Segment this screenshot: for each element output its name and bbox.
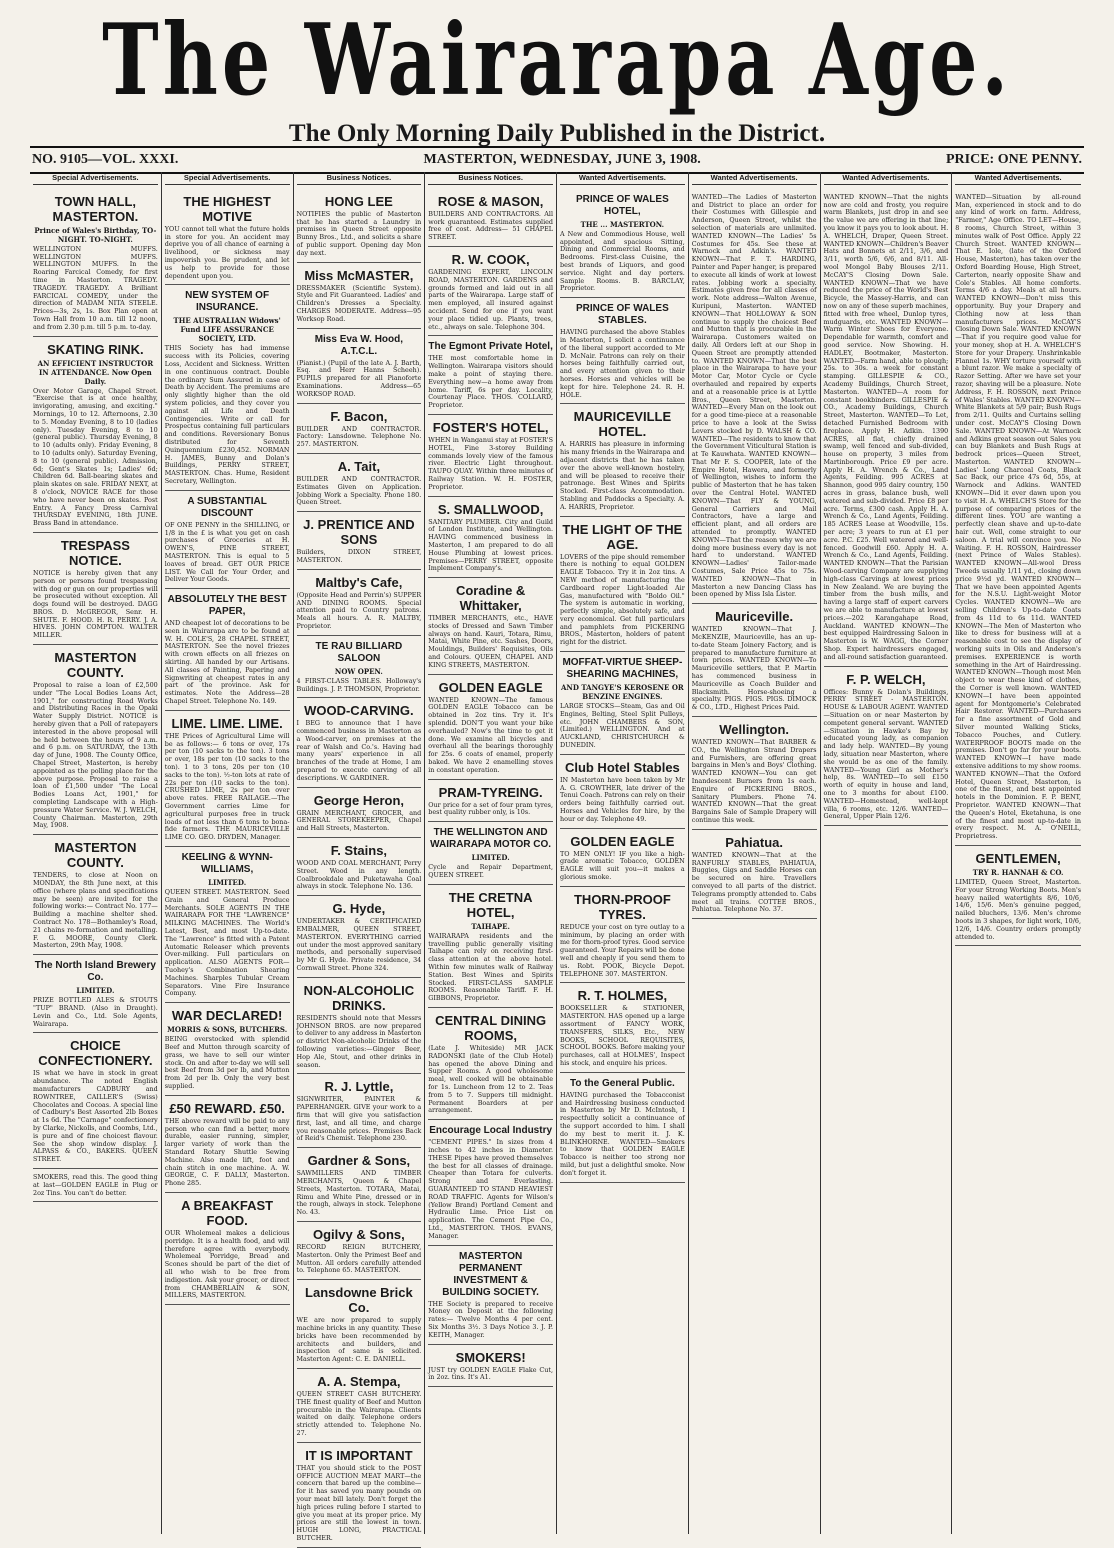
advertisement — [33, 1169, 158, 1202]
ad-body: Offices: Bunny & Dolan's Buildings, PERRY STREET - MASTERTON. HOUSE & LABOUR AGENT. WANTED—Situation on or near Masterton by competent general servant. WANTED—Situation in Hawke's Bay by educated young lady, as companion and lady help. WANTED—By young lady, situation near Masterton, where she would be as one of the family. WANTED—Young Girl as Mother's help, 8s. WANTED—To sell £150 worth of equity in house and land, one to 3 months for about £100. WANTED—Homestead, well-kept villa, 6 rooms, etc. 12/6. WANTED—General, Upper Plain 12/6. — [823, 687, 949, 821]
advertisement — [428, 336, 553, 415]
ad-title: THE CRETNA HOTEL, — [448, 889, 533, 920]
ad-title: TOWN HALL, MASTERTON. — [52, 193, 139, 224]
ad-title: The Egmont Private Hotel, — [428, 341, 553, 353]
advertisement — [165, 285, 290, 490]
ad-body: Our price for a set of four pram tyres, best quality rubber only, is 10s. — [428, 800, 553, 817]
ad-title: SMOKERS! — [455, 1349, 526, 1365]
ad-body: I BEG to announce that I have commenced business in Masterton as a Wood-carver, on premises at the rear of Walsh and Co.'s. Having had many years' experience in all branches of the trade at Home, I am prepared to execute carving of all descriptions. W. GARDINER. — [296, 719, 422, 782]
column-7 — [821, 172, 953, 1534]
ad-title: A BREAKFAST FOOD. — [181, 1197, 274, 1228]
ad-body: NOTICE is hereby given that any person or persons found trespassing with dog or gun on our properties will be prosecuted without exception. All dogs found will be destroyed. DAGG BROS. D. McGREGOR, Senr. H. SHUTE. F. HOOD. H. R. PERRY. J. A. HIVES. JOHN COMPTON. WALTER MILLER. — [33, 568, 158, 640]
ad-subtitle: THE AUSTRALIAN Widows' Fund LIFE ASSURANCE SOCIETY, LTD. — [173, 316, 281, 344]
advertisement — [297, 454, 422, 512]
ad-body: (Pianist.) (Pupil of the late A. J. Barth, Esq. and Herr Hanns Scheeh). PUPILS prepared for all Pianoforte Examinations. Address—65 WORKSOP ROAD. — [296, 358, 422, 398]
ad-title: Miss Eva W. Hood, A.T.C.L. — [314, 333, 404, 357]
ad-body: QUEEN STREET. MASTERTON. Seed Grain and General Produce Merchants. SOLE AGENTS IN THE WAIRARAPA FOR THE "LAWRENCE" MILKING MACHINES. The World's Latest, Best, and most Up-to-date. The "Lawrence" is fitted with a Patent Automatic Releaser which prevents Over-milking. Full particulars on application. ALSO AGENTS FOR— Tuohey's Combination Shearing Machines. Sharples Tubular Cream Separators. Vine Fire Insurance Company. — [164, 888, 290, 998]
ad-subtitle: MORRIS & SONS, BUTCHERS. — [167, 1025, 288, 1035]
advertisement — [560, 983, 685, 1072]
ad-body: QUEEN STREET CASH BUTCHERY. THE finest quality of Beef and Mutton procurable in the Wairarapa. Clients waited on daily. Telephone orders strictly attended to. Telephone No. 27. — [296, 1389, 422, 1437]
ad-body: TIMBER MERCHANTS, etc., HAVE stocks of Dressed and Sawn Timber always on hand. Kauri, Totara, Rimu, Matai, White Pine, etc. Sashes, Doors, Mouldings, Builders' Requisites, Oils and Colours. QUEEN, CHAPEL AND KING STREETS, MASTERTON. — [428, 614, 553, 669]
ad-subtitle: NOW OPEN. — [334, 666, 383, 676]
advertisement — [560, 517, 685, 653]
advertisement — [165, 589, 290, 711]
ad-body: JUST try GOLDEN EAGLE Flake Cut, in 2oz. tins. It's A1. — [428, 1365, 553, 1382]
advertisement — [560, 887, 685, 984]
column-header: Wanted Advertisements. — [692, 172, 817, 185]
price: PRICE: ONE PENNY. — [946, 152, 1082, 167]
ad-title: THORN-PROOF TYRES. — [573, 891, 671, 922]
ad-body: REDUCE your cost on tyre outlay to a minimum, by placing an order with me for thorn-proof tyres. Good service guaranteed. Your Repairs will be done well and cheaply if you send them to us. Robt. POOK, Bicycle Depot. TELEPHONE 307. MASTERTON. — [560, 922, 685, 978]
advertisement — [165, 1193, 290, 1305]
advertisement — [297, 788, 422, 838]
ad-body: WANTED—Situation by all-round Man, experienced in stock and to do any kind of work on farm. Address, "Farmer," Age Office. TO LET—House, 8 rooms, Church Street, within 3 minutes walk of Post Office. Apply 22 Church Street. WANTED KNOWN—That E. Iole, (late of the Oxford House, Masterton), has taken over the Oxford Boarding House, High Street, Carterton, nearly opposite Shaw and Cole's Stables. All home comforts. Terms 4/6 a day. Meals at all hours. WANTED KNOWN—Don't miss this opportunity. Buy your Drapery and Clothing now at less than manufacturers prices. McCAY'S Closing Down Sale. WANTED KNOWN—That if you require good value for your money, shop at H. A. WHELCH'S Store for your Drapery. Unshrinkable Flannel 1s. WHY torture yourself with a blunt razor. We make a specialty of Razor Setting. After we have set your razor, shaving will be a pleasure. Note Address, F. H. ROSSON, next Prince of Wales' Stables. WANTED KNOWN—White Blankets at 5/9 pair; Bush Rugs from 2/11. Quilts and Curtains selling under cost. McCAY'S Closing Down Sale. WANTED KNOWN—At Warnock and Adkins great season out Sales you can buy Blankets and Bush Rugs at bedrock prices—Queen Street, Masterton. WANTED KNOWN—Ladies' Long Charcoal Coats, Black Sac Back, our price 47s 6d, 55s, at Warnock and Adkins. WANTED KNOWN—Did it ever dawn upon you to visit H. A. WHELCH'S Store for the purpose of comparing prices of the different lines. YOU are wanting a perfectly clean shave and up-to-date hair cut. Well, come straight to our saloon. A trial will convince you. No Waiting. F. H. ROSSON, Hairdresser (next Prince of Wales Stables). WANTED KNOWN—All-wool Dress Tweeds usually 1/11 yd., closing down price 9½d yd. WANTED KNOWN—That we have been appointed Agents for the N.S.U. Light-weight Motor Cycles. WANTED KNOWN—We are selling Children's Up-to-date Coats from 4s 11d to 6s 11d. WANTED KNOWN—The Men of Masterton who like to dress for business will at a reasonable cost to see the display of working suits in Oils and Anderson's premises. EXPERIENCE is worth something in the Art of Hairdressing. WANTED KNOWN—Though most Men object to wear these kind of clothes, the Corner is well known. WANTED KNOWN—I have been appointed agent for Montgomerie's Celebrated Hair Restorer. WANTED—Purchasers for a fine assortment of Gold and Silver mounted Walking Sticks, Tobacco Pouches, and Cutlery. WATERPROOF BOOTS made on the premises. Don't go far for your boots. WANTED KNOWN—I have made extensive additions to my show rooms. WANTED KNOWN—That the Oxford Hotel, Queen Street, Masterton, is one of the finest, and best appointed hotels in the Dominion. F. P. BENT, Proprietor. WANTED KNOWN—That the Queen's Hotel, Eketahuna, is one of the finest and most up-to-date in every respect. M. A. O'NEILL, Proprietress. — [955, 192, 1081, 841]
ad-title: LIME. LIME. LIME. — [171, 715, 283, 731]
advertisement — [33, 337, 158, 533]
ad-title: MASTERTON COUNTY. — [54, 840, 137, 871]
ad-subtitle: Prince of Wales's Birthday, TO-NIGHT. TO-NIGHT. — [34, 225, 157, 244]
advertisement — [33, 955, 158, 1033]
ad-body: THE Prices of Agricultural Lime will be as follows:— 6 tons or over, 17s per ton (10 sacks to the ton). 3 tons or over, 18s per ton (10 sacks to the ton). 1 to 3 tons, 20s per ton (10 sacks to the ton). ½-ton lots at rate of 22s per ton (10 sacks to the ton). CRUSHED LIME, 2s per ton over above rates. FREE RAILAGE.—The Government carries Lime for agricultural purposes free in truck loads of not less than 6 tons to bona-fide farmers. THE MAURICEVILLE LIME CO. GEO. DRYDEN, Manager. — [164, 731, 290, 842]
column-1 — [30, 172, 162, 1534]
advertisement — [297, 1222, 422, 1280]
advertisement — [428, 780, 553, 823]
ad-title: A. A. Stempa, — [317, 1373, 401, 1389]
column-4 — [425, 172, 557, 1534]
ad-body: YOU cannot tell what the future holds in store for you. An accident may deprive you of all chance of earning a livelihood, or sickness may impoverish you. Be prudent, and let us help to provide for those dependent upon you. — [164, 224, 290, 280]
ad-title: WAR DECLARED! — [171, 1008, 283, 1024]
ad-title: Miss McMASTER, — [304, 267, 414, 283]
ad-title: Mauriceville. — [715, 609, 794, 625]
advertisement — [560, 755, 685, 829]
ad-subtitle: AND TANGYE'S KEROSENE OR BENZINE ENGINES. — [561, 683, 684, 702]
ad-body: UNDERTAKER & CERTIFICATED EMBALMER, QUEEN STREET, MASTERTON. EVERYTHING carried out under the most approved sanitary methods, and personally supervised by Mr G. Hyde. Private residence, 34 Cornwall Street. Phone 324. — [296, 917, 422, 973]
ad-subtitle: TAIHAPE. — [471, 921, 510, 931]
ad-body: NOTIFIES the public of Masterton that he has started a Laundry in premises in Queen Street opposite Bunny Bros., Ltd., and solicits a share of public support. Opening day Mon day next. — [296, 209, 422, 257]
ad-body: SANITARY PLUMBER. City and Guild of London Institute, and Wellington. HAVING commenced business in Masterton, I am prepared to do all House Plumbing at lowest prices. Premises—PERRY STREET, opposite Implement Company's. — [428, 517, 553, 573]
ad-body: IN Masterton have been taken by Mr A. G. CROWTHER, late driver of the Tenui Coach. Patrons can rely on their orders being faithfully carried out. Horses and Vehicles for hire, by the hour or day. Telephone 49. — [560, 775, 685, 823]
ad-body: WANTED KNOWN—That at the RANFURLY STABLES, PAHIATUA, Buggies, Gigs and Saddle Horses can be secured on hire. Travellers conveyed to all parts of the district. Telegrams promptly attended to. Cabs meet all trains. COTTEE BROS., Pahiatua. Telephone No. 37. — [691, 850, 817, 914]
ad-title: IT IS IMPORTANT — [305, 1447, 413, 1463]
ad-subtitle: AN EFFICIENT INSTRUCTOR IN ATTENDANCE. Now Open Daily. — [37, 358, 154, 386]
ad-title: SKATING RINK. — [47, 341, 144, 357]
ad-subtitle: LIMITED. — [76, 986, 115, 996]
dateline — [30, 146, 1084, 174]
advertisement — [297, 636, 422, 699]
ad-body: Builders, DIXON STREET, MASTERTON. — [296, 548, 422, 564]
advertisement — [297, 1369, 422, 1443]
ad-title: TRESPASS NOTICE. — [60, 537, 130, 568]
ad-body: (Late J. Whiteside) MR JACK RADONSKI (late of the Club Hotel) has opened the above Dining and Supper Rooms. A good wholesome meal, well cooked will be obtainable for 1s. Luncheon from 12 to 2. Teas from 5 to 7. Suppers till midnight. Permanent Boarders at per arrangement. — [428, 1044, 553, 1115]
ad-title: S. SMALLWOOD, — [437, 501, 544, 517]
ad-title: MASTERTON PERMANENT INVESTMENT & BUILDING SOCIETY. — [442, 1250, 539, 1298]
ad-body: BUILDER AND CONTRACTOR. Estimates Given on Application. Jobbing Work a Specialty. Phone 180. Queen Street. — [296, 474, 422, 507]
advertisement — [428, 1008, 553, 1120]
ad-body: THE above reward will be paid to any person who can find a better, more durable, easier running, simpler, larger variety of work than the Standard Rotary Shuttle Sewing Machine. Also made lift, foot and chain stitch in one machine. A. W. GEORGE, C. F. DALLY, Masterton. Phone 285. — [164, 1116, 290, 1188]
advertisement — [428, 1120, 553, 1245]
column-3 — [294, 172, 426, 1542]
column-2 — [162, 172, 294, 1534]
column-header: Business Notices. — [297, 172, 422, 185]
ad-body: WHEN in Wanganui stay at FOSTER'S HOTEL, Fine 3-storey Building commands lovely view of the famous river. Electric Light throughout. TAUPO QUAY. Within three minutes of Railway Station. W. H. FOSTER, Proprietor. — [428, 435, 553, 491]
ad-title: MOFFAT-VIRTUE SHEEP-SHEARING MACHINES, — [562, 657, 683, 681]
ad-title: GENTLEMEN, — [975, 850, 1061, 866]
ad-body: SIGNWRITER, PAINTER & PAPERHANGER. GIVE your work to a firm that will give you satisfaction first, last, and all time, and charge you reasonable prices. Premises Back of Reid's Chemist. Telephone 230. — [296, 1095, 422, 1143]
ad-title: NON-ALCOHOLIC DRINKS. — [303, 982, 415, 1013]
ad-body: BOOKSELLER & STATIONER, MASTERTON. HAS opened up a large assortment of FANCY WORK, TRANSFERS, SILKS, Etc., NEW BOOKS, SCHOOL REQUISITES, SCHOOL BOOKS. Before making your purchases, call at HOLMES', Inspect his stock, and enquire his prices. — [560, 1004, 685, 1067]
advertisement — [428, 415, 553, 497]
ad-body: LARGE STOCKS—Steam, Gas and Oil Engines, Belting, Steel Split Pulleys, etc. JOHN CHAMBERS & SON, (Limited.) WELLINGTON. And at AUCKLAND, CHRISTCHURCH & DUNEDIN. — [560, 702, 685, 750]
ad-body: A. HARRIS has pleasure in informing his many friends in the Wairarapa and adjacent districts that he has taken over the above well-known hostelry, and will be pleased to receive their patronage. Best Wines and Spirits Stocked. First-class Accommodation. Stabling and Paddocks a Specialty. A. A. HARRIS, Proprietor. — [560, 440, 685, 511]
ad-body: LIMITED, Queen Street, Masterton. For your Strong Working Boots. Men's heavy nailed watertights 8/6, 10/6, 14/6, 15/6. Men's genuine pegged, nailed bluchers, 13/6. Men's chrome boots in 3 shapes, for light work, 10/6, 12/6, 14/6. Country orders promptly attended to. — [955, 877, 1081, 941]
advertisement — [297, 189, 422, 263]
ad-body: THAT you should stick to the POST OFFICE AUCTION MEAT MART—the concern that bared up the combine—for it has saved you many pounds on your meat bill lately. Don't forget the high prices ruling before I started to give you meat at its proper price. My prices are still the lowest in town. HUGH LONG, PRACTICAL BUTCHER. — [296, 1463, 422, 1542]
ad-body: LOVERS of the pipe should remember there is nothing to equal GOLDEN EAGLE Tobacco. Try it in 2oz tins. A NEW method of manufacturing the Cardboard roper Light-loaded Air Gas, manufactured with "Boldo Oil." The system is automatic in working, perfectly simple, absolutely safe, and very economical. Get full particulars and pamphlets from PICKERING BROS., Masterton, holders of patent right for the district. — [560, 552, 685, 647]
advertisement — [560, 404, 685, 516]
ad-body: SAWMILLERS AND TIMBER MERCHANTS, Queen & Chapel Streets, Masterton. TOTARA, Matai, Rimu and White Pine, dressed or in the rough, always in stock. Telephone No. 43. — [296, 1169, 422, 1217]
advertisement — [297, 978, 422, 1075]
ad-body: DRESSMAKER (Scientific System). Style and Fit Guaranteed. Ladies' and Children's Dresses a Specialty. CHARGES MODERATE. Address—95 Worksop Road. — [296, 283, 422, 323]
ad-body: (Opposite Head and Perrin's) SUPPER AND DINING ROOMS. Special attention paid to Country patrons. Meals all hours. A. R. MALTBY, Proprietor. — [296, 590, 422, 630]
column-8 — [952, 172, 1084, 1534]
masthead-tagline: The Only Morning Daily Published in the District. — [288, 120, 826, 147]
ad-body: RESIDENTS should note that Messrs JOHNSON BROS. are now prepared to deliver to any address in Masterton or district Non-alcoholic Drinks of the following varieties:—Ginger Beer, Hop Ale, Stout, and other drinks in season. — [296, 1013, 422, 1069]
ad-body: OF ONE PENNY in the SHILLING, or 1/8 in the £ is what you get on cash purchases of Groceries at H. OWEN'S, PINE STREET, MASTERTON. This is equal to 5 loaves of bread. GET OUR PRICE LIST. We Call for Your Order, and Deliver Your Goods. — [164, 520, 290, 584]
advertisement — [824, 189, 949, 667]
advertisement — [692, 830, 817, 919]
ad-title: Encourage Local Industry — [429, 1125, 553, 1137]
ad-title: THE HIGHEST MOTIVE — [183, 193, 271, 224]
advertisement — [33, 189, 158, 337]
advertisement — [692, 189, 817, 604]
ad-body: TO MEN ONLY! IF you like a high-grade aromatic Tobacco, GOLDEN EAGLE will suit you—it makes a glorious smoke. — [560, 849, 685, 882]
ad-title: To the General Public. — [569, 1077, 675, 1089]
ad-title: G. Hyde, — [332, 901, 386, 917]
ad-body: BUILDERS AND CONTRACTORS. All work guaranteed. Estimates supplied free of cost. Address— 51 CHAPEL STREET. — [428, 209, 553, 242]
ad-body: A New and Commodious House, well appointed, and spacious Sitting, Dining and Commercial Rooms, and Bedrooms. First-class Cuisine, the best brands of Liquors, and good service. Night and day porters. Sample Rooms. B. BARCLAY, Proprietor. — [560, 229, 685, 293]
ad-body: "CEMENT PIPES." In sizes from 4 inches to 42 inches in Diameter. THESE Pipes have proved themselves the best for all classes of drainage. Cheaper than Totara for culverts. Strong and Everlasting. GUARANTEED TO STAND HEAVIEST ROAD TRAFFIC. Agents for Wilson's (Yellow Brand) Portland Cement and Hydraulic Lime. Price List on application. The Cement Pipe Co., Ltd., MASTERTON. THOS. EVANS, Manager. — [428, 1138, 553, 1240]
ad-body: THE Society is prepared to receive Money on Deposit at the following rates:— Twelve Months 4 per cent. Six Months 3½. 3 Days Notice 3. J. P. KEITH, Manager. — [428, 1299, 553, 1339]
ad-body: SMOKERS, read this. The good thing at last—GOLDEN EAGLE in Plug or 2oz Tins. You can't do better. — [33, 1172, 158, 1197]
ad-title: THE LIGHT OF THE AGE. — [562, 521, 683, 552]
column-5 — [557, 172, 689, 1534]
place-date: MASTERTON, WEDNESDAY, JUNE 3, 1908. — [423, 152, 701, 167]
ad-title: Lansdowne Brick Co. — [305, 1285, 413, 1316]
advertisement — [165, 847, 290, 1003]
ad-title: Gardner & Sons, — [307, 1153, 411, 1169]
ad-title: CENTRAL DINING ROOMS, — [435, 1013, 547, 1043]
ad-title: GOLDEN EAGLE — [570, 833, 675, 849]
advertisement — [560, 189, 685, 298]
ad-title: Ogilvy & Sons, — [313, 1226, 405, 1242]
advertisement — [33, 835, 158, 955]
advertisement — [297, 698, 422, 787]
advertisement — [560, 1073, 685, 1183]
ad-title: WOOD-CARVING. — [304, 703, 414, 719]
ad-title: Maltby's Cafe, — [315, 574, 403, 590]
advertisement — [297, 838, 422, 896]
advertisement — [33, 645, 158, 835]
ad-title: Coradine & Whittaker, — [455, 583, 526, 614]
ad-title: F. P. WELCH, — [846, 671, 926, 687]
ad-body: WELLINGTON MUFFS. WELLINGTON MUFFS. WELLINGTON MUFFS. In the Roaring Farcical Comedy, for first time in Masterton. TRAGEDY. TRAGEDY. TRAGEDY. A Brilliant FARCICAL COMEDY, under the direction of MADAM NITA STEELE. Prices—3s, 2s, 1s. Box Plan open at Town Hall from 10 a.m. till 12 noon, and from 2.30 p.m. till 5 p.m. to-day. — [33, 244, 158, 331]
ad-body: GRAIN MERCHANT, GROCER, and GENERAL STOREKEEPER, Chapel and Hall Streets, Masterton. — [296, 808, 422, 833]
ad-title: F. Bacon, — [330, 408, 388, 424]
advertisement — [955, 846, 1081, 946]
advertisement — [33, 533, 158, 645]
ad-body: Cycle and Repair Department, QUEEN STREET. — [428, 863, 553, 880]
advertisement — [165, 711, 290, 847]
ad-title: Wellington. — [719, 722, 790, 737]
ad-title: THE WELLINGTON AND WAIRARAPA MOTOR CO. — [430, 827, 552, 851]
masthead-title: The Wairarapa Age. — [102, 1, 1012, 118]
ad-title: NEW SYSTEM OF INSURANCE. — [185, 290, 270, 314]
advertisement — [428, 885, 553, 1008]
ad-body: WANTED KNOWN—That J. McKENZIE, Mauriceville, has an up-to-date Steam Joinery Factory, and is prepared to manufacture furniture at town prices. WANTED KNOWN—To Mauriceville settlers, that P. Martin has commenced business in Mauriceville as Coach Builder and Blacksmith. Horse-shoeing a specialty. PIGS. PIGS. PIGS. DIMOCK & CO., LTD., Highest Prices Paid. — [691, 625, 817, 712]
ad-title: PRAM-TYREING. — [438, 784, 543, 800]
ad-body: WOOD AND COAL MERCHANT, Perry Street. Wood in any length. Coalbrookdale and Puketawaha Coal always in stock. Telephone No. 136. — [296, 859, 422, 891]
advertisement — [165, 1003, 290, 1096]
advertisement — [297, 512, 422, 570]
ad-body: OUR Wholemeal makes a delicious porridge. It is a health food, and will therefore agree with everybody. Wholemeal Porridge, Bread and Scones should be part of the diet of all who wish to be free from indigestion. Ask your grocer, or direct from CHAMBERLAIN & SON, MILLERS, MASTERTON. — [164, 1228, 290, 1300]
ad-body: RECORD REIGN BUTCHERY, Masterton. Only the Primest Beef and Mutton. All orders carefully attended to. Telephone 65. MASTERTON. — [296, 1242, 422, 1275]
advertisement — [297, 1148, 422, 1222]
ad-title: GOLDEN EAGLE — [438, 679, 543, 695]
advertisement — [955, 189, 1081, 846]
column-header: Wanted Advertisements. — [824, 172, 949, 185]
ad-title: F. Stains, — [330, 843, 388, 859]
ad-body: Over Motor Garage, Chapel Street. "Exercise that is at once healthy, invigorating, amusing, and exciting." Mornings, 10 to 12. Afternoons, 2.30 to 5. Monday Evening, 8 to 10 (ladies only). Tuesday Evening, 8 to 10 (general public). Thursday Evening, 8 to 10 (adults only). Friday Evening, 8 to 10 (adults only). Saturday Evening, 8 to 10 (general public). Admission, 6d; Gent's Skates 1s; Ladies' 6d; Children 6d. Ball-bearing skates and plain skates on sale. FRIDAY NEXT, at 8 o'clock, NOVICE RACE for those who have never been on skates. Post Entry. A Fancy Dress Carnival THURSDAY EVENING, 18th JUNE. Brass Band in attendance. — [33, 386, 158, 528]
column-header: Special Advertisements. — [33, 172, 158, 185]
ad-title: Pahiatua. — [725, 834, 784, 850]
ad-title: George Heron, — [313, 792, 405, 808]
ad-body: WE are now prepared to supply machine bricks in any quantity. These bricks have been recommended by architects and builders, and inspection of same is solicited. Masterton Agent: C. E. DANIELL. — [296, 1316, 422, 1364]
column-header: Business Notices. — [428, 172, 553, 185]
ad-title: PRINCE OF WALES HOTEL, — [575, 193, 669, 217]
advertisement — [560, 652, 685, 755]
advertisement — [165, 491, 290, 589]
advertisement — [428, 497, 553, 579]
column-6 — [689, 172, 821, 1534]
ad-body: WANTED KNOWN—That the nights now are cold and frosty, you require warm Blankets, just drop in and see the value we are offering in that line; you know it pays you to look about. H. A. WHELCH, Draper, Queen Street. WANTED KNOWN—Children's Beaver Hats and Bonnets at 2/11, 3/6, and 3/11, worth 5/6, 6/6, and 8/11. All-wool Mongol Baby Blouses 2/11. McCAY'S Closing Down Sale. WANTED KNOWN—That we have reduced the price of the World's Best Bicycle, the Massey-Harris, and can now on any of these superb machines, fitted with free wheel, Dunlop tyres, mudguards, etc. WANTED KNOWN—Warm Winter Shoes for Everyone. Dependable for warmth, comfort and good service. Now Showing. H. HADLEY, Bootmaker, Masterton. WANTED—Farm hand, able to plough; 25s. to 30s. a week for constant stamping. GILLESPIE & CO., Academy Buildings, Church Street, Masterton. WANTED—A room for constant bookbinders. GILLESPIE & CO., Academy Buildings, Church Street, Masterton. WANTED—To Let, detached Furnished Bedroom with fireplace. Apply H. Adkin. 1390 ACRES, all flat, chiefly drained swamp, well fenced and sub-divided, house on property, 3 miles from Martinborough. Price £9 per acre. Apply H. A. Wrench & Co., Land Agents, Feilding. 995 ACRES at Shannon, good 995 dairy country, 150 acres in grass, balance bush, well watered and sub-divided. Price £8 per acre. Terms, £300 cash. Apply H. A. Wrench & Co., Land Agents, Feilding. 185 ACRES Lease at Woodville, 15s. per acre; 3 years to run at £1 per acre. P.C. £25. Well watered and well-fenced. Goodwill £60. Apply H. A. Wrench & Co., Land Agents, Feilding. WANTED KNOWN—That the Parisian Wood-carving Company are supplying high-class Carvings at lowest prices in New Zealand. We are buying the timber from the bush mills, and having a large staff of expert carvers we are able to manufacture at lowest prices.—202 Karangahape Road, Auckland. WANTED KNOWN—The best equipped Hairdressing Saloon in Masterton is W. WAGG, the Corner Shop. Expert hairdressers engaged, and all-round satisfaction guaranteed. — [823, 192, 949, 661]
advertisement — [297, 1443, 422, 1548]
ad-body: BEING overstocked with splendid Beef and Mutton through scarcity of grass, we have to sell our winter stock. On and after to-day we will sell best Beef from 3d per lb, and Mutton from 2d per lb. Only the very best supplied. — [164, 1035, 290, 1090]
ad-body: PRIZE BOTTLED ALES & STOUTS "TUP" BRAND. (Also in Draught). Levin and Co., Ltd. Sole Agents, Wairarapa. — [33, 996, 158, 1028]
advertisement — [297, 1280, 422, 1369]
advertisement — [297, 1074, 422, 1148]
ad-body: WANTED—The Ladies of Masterton and District to place an order for their Costumes with Gillespie and Anderson, Queen Street, whilst the selection of materials are unlimited. WANTED KNOWN—The Ladies' 5s Costumes for 45s. See these at Warnock and Adkin's. WANTED KNOWN—That F. T. HARDING, Painter and Paper hanger, is prepared to execute all kinds of work at lowest rates. Jobbing work a specialty. Estimates given free for all classes of work. Note address—Walton Avenue, Kuripuni, Masterton. WANTED KNOWN—That HOLLOWAY & SON continue to supply the choicest Beef and Mutton that is procurable in the Wairarapa. Customers waited on daily. All Orders left at our Shop in Queen Street are promptly attended to. WANTED KNOWN—That the best place in the Wairarapa to have your Motor Car, Motor Cycle or Cycle overhauled and repaired by experts and at a reasonable price is at Lyttle Bros., Queen Street, Masterton. WANTED—Every Man on the look out for a good time-piece at a reasonable price to have a look at the Swiss Levers stocked by D. WALSH & CO. WANTED—The residents to know that the Government Viticultural Station is at Te Kauwhata. WANTED KNOWN—That Mr F. S. COOPER, late of the Empire Hotel, Hawera, and formerly of Wellington, wishes to inform the public of Masterton that he has taken over the Central Hotel. WANTED KNOWN—That FLY & YOUNG, General Carriers and Mail Contractors, have a large and efficient plant, and all orders are attended to promptly. WANTED KNOWN—That the reason why we are doing more business every day is not hard to understand. WANTED KNOWN—Ladies' Tailor-made Costumes, Sale Price 45s to 75s. WANTED KNOWN—That in Masterton a new Dancing Class has been opened by Miss Isla Lister. — [691, 192, 817, 599]
ad-body: WANTED KNOWN—That BARBER & CO., the Wellington Strand Drapers and Furnishers, are offering great bargains in Men's and Boys' Clothing. WANTED KNOWN—You can get Inandescent Burners from 1s each. Enquire of PICKERING BROS., Sanitary Plumbers. Phone 74. WANTED KNOWN—That the great Bargains Sale of Sample Drapery will continue this week. — [691, 738, 817, 824]
ad-title: ROSE & MASON, — [437, 193, 544, 209]
advertisement — [297, 329, 422, 404]
ad-body: HAVING purchased the Tobacconist and Hairdressing business conducted in Masterton by Mr D. McIntosh, I respectfully solicit a continuance of the support accorded to him. I shall do my best to merit it. J. K. BLINKHORNE. WANTED—Smokers to know that GOLDEN EAGLE Tobacco is neither too strong nor mild, but just a delightful smoke. Now don't forget it. — [560, 1090, 685, 1177]
ad-body: WANTED KNOWN—The famous GOLDEN EAGLE Tobacco can be obtained in 2oz tins. Try it. It's splendid. DON'T you want your bike overhauled? Now's the time to get it done. We examine all bicycles and overhaul all the bearings thoroughly for 25s. 6 coats of enamel, properly baked. We have 2 enamelling stoves in constant operation. — [428, 695, 553, 774]
ad-body: BUILDER AND CONTRACTOR. Factory: Lansdowne. Telephone No. 257. MASTERTON. — [296, 424, 422, 449]
ad-body: AND cheapest lot of decorations to be seen in Wairarapa are to be found at W. H. COLE'S, 28 CHAPEL STREET, MASTERTON. See the novel friezes with crown effects on all friezes on skirting. All handed by our Artisans. All classes of Painting, Papering and Signwriting at cheapest rates in any part of the province. Ask for estimates. Note the Address—28 Chapel Street. Telephone No. 149. — [164, 619, 290, 706]
advertisement — [692, 717, 817, 830]
advertisement — [428, 247, 553, 336]
column-header: Wanted Advertisements. — [560, 172, 685, 185]
ad-title: The North Island Brewery Co. — [34, 960, 156, 984]
ad-body: IS what we have in stock in great abundance. The noted English manufacturers CADBURY and ROWNTREE, CAILLER'S (Swiss) Chocolates and Cocoas. A special line of Cadbury's Best Assorted 2lb Boxes at 1s 6d. The "Carnage" confectionery by Clarke, Nickolls, and Coombs, Ltd., is pure and of fine choicest flavour. See the shop window display. J. ALPASS & CO., BAKERS. QUEEN STREET. — [33, 1069, 158, 1164]
ad-body: WAIRARAPA residents and the travelling public generally visiting Taihape can rely on receiving first-class attention at the above hotel. Within few minutes walk of Railway Station. Best Wines and Spirits Stocked. FIRST-CLASS SAMPLE ROOMS. Reasonable Tariff. F. H. GIBBONS, Proprietor. — [428, 931, 553, 1003]
ad-body: 4 FIRST-CLASS TABLES. Holloway's Buildings. J. P. THOMSON, Proprietor. — [296, 676, 422, 693]
ad-body: GARDENING EXPERT, LINCOLN ROAD, MASTERTON. GARDENS and grounds formed and laid out in all parts of the Wairarapa. Large staff of men employed, all insured against accident. Send for one if you want your place tidied up. Plants, trees, etc., always on sale. Telephone 304. — [428, 267, 553, 331]
ad-title: ABSOLUTELY THE BEST PAPER, — [167, 594, 287, 618]
ad-title: MASTERTON COUNTY. — [54, 650, 137, 681]
ad-title: A. Tait, — [337, 458, 381, 474]
advertisement — [560, 298, 685, 404]
advertisement — [560, 829, 685, 887]
advertisement — [824, 667, 949, 827]
advertisement — [165, 189, 290, 286]
advertisement — [428, 1345, 553, 1388]
ad-body: TENDERS, to close at Noon on MONDAY, the 8th June next, at this office (where plans and specifications may be seen) are invited for the following works:— Contract No. 177—Building a machine shelter shed. Contract No. 178—Bothamley's Road, 21 chains re-formation and metalling. F. G. MOORE, County Clerk. Masterton, 29th May, 1908. — [33, 871, 158, 950]
advertisement — [297, 896, 422, 978]
issue-number: NO. 9105—VOL. XXXI. — [32, 152, 179, 167]
advertisement — [692, 604, 817, 717]
ad-title: HONG LEE — [324, 193, 393, 209]
advertisement — [428, 578, 553, 675]
ad-title: KEELING & WYNN-WILLIAMS, — [181, 852, 273, 876]
advertisement — [33, 1033, 158, 1169]
advertisement — [428, 822, 553, 885]
ad-subtitle: THE ... MASTERTON. — [580, 219, 665, 229]
ad-subtitle: LIMITED. — [208, 878, 247, 888]
advertisement — [428, 1246, 553, 1345]
ad-title: R. W. COOK, — [451, 251, 530, 267]
advertisement — [297, 263, 422, 329]
ad-title: TE RAU BILLIARD SALOON — [315, 640, 403, 664]
ad-title: J. PRENTICE AND SONS — [303, 517, 415, 548]
ad-title: R. J. Lyttle, — [324, 1079, 394, 1095]
ad-title: PRINCE OF WALES STABLES. — [575, 303, 669, 327]
advertisement — [297, 570, 422, 636]
ad-body: THE most comfortable home in Wellington. Wairarapa visitors should make a point of staying there. Everything new—a home away from home. Tariff, 6s per day. Locality, Courtenay Place. THOS. COLLARD, Proprietor. — [428, 354, 553, 410]
ad-body: Proposal to raise a loan of £2,500 under "The Local Bodies Loans Act, 1901," for constructing Road Works and Distributing Races in the Opaki Water Supply District. NOTICE is hereby given that a Poll of ratepayers interested in the above proposal will be held between the hours of 9 a.m. and 6 p.m. on SATURDAY, the 13th day of June, 1908. The County Office, Chapel Street, Masterton, is hereby appointed as the polling place for the above purpose. Proposal to raise a loan of £1,500 under "The Local Bodies Loans Act, 1901," for completing Landscape with a High-pressure Water Service. W. J. WELCH, County Chairman. Masterton, 29th May, 1908. — [33, 681, 158, 830]
masthead — [30, 1, 1084, 120]
advertisement — [428, 189, 553, 247]
advertisement — [428, 675, 553, 780]
ad-title: FOSTER'S HOTEL, — [432, 419, 549, 435]
ad-title: £50 REWARD. £50. — [169, 1100, 285, 1116]
ad-title: A SUBSTANTIAL DISCOUNT — [187, 495, 267, 519]
ad-title: Club Hotel Stables — [564, 759, 680, 775]
advertisement — [297, 404, 422, 454]
columns — [30, 172, 1084, 1542]
advertisement — [165, 1096, 290, 1193]
ad-body: HAVING purchased the above Stables in Masterton, I solicit a continuance of the liberal support accorded to Mr D. McNair. Patrons can rely on their horses being faithfully carried out, and every attention given to their horses. Horses and vehicles will be kept for hire. Telephone 24. R. H. HOLE. — [560, 328, 685, 399]
ad-title: MAURICEVILLE HOTEL. — [573, 409, 672, 440]
ad-title: CHOICE CONFECTIONERY. — [38, 1038, 153, 1069]
column-header: Wanted Advertisements. — [955, 172, 1081, 185]
ad-subtitle: TRY R. HANNAH & CO. — [972, 867, 1064, 877]
column-header: Special Advertisements. — [165, 172, 290, 185]
ad-title: R. T. HOLMES, — [577, 988, 668, 1004]
ad-body: THIS Society has had immense success with its Policies, covering Loss, Accident and Sickness. Written in one continuous contract. Double the ordinary Sum Assured in case of Death by Accident. The premiums are only slightly higher than the old system policies, and they cover you against all Life and Death Contingencies. Write or call for Prospectus containing full particulars and conditions. Reversionary Bonus distributed for Seventh Quinquennium £230,452. NORMAN H. JAMES, Bunny and Dolan's Buildings, PERRY STREET, MASTERTON. Chas. Hume, Resident Secretary, Wellington. — [164, 344, 290, 485]
ad-subtitle: LIMITED. — [471, 853, 510, 863]
